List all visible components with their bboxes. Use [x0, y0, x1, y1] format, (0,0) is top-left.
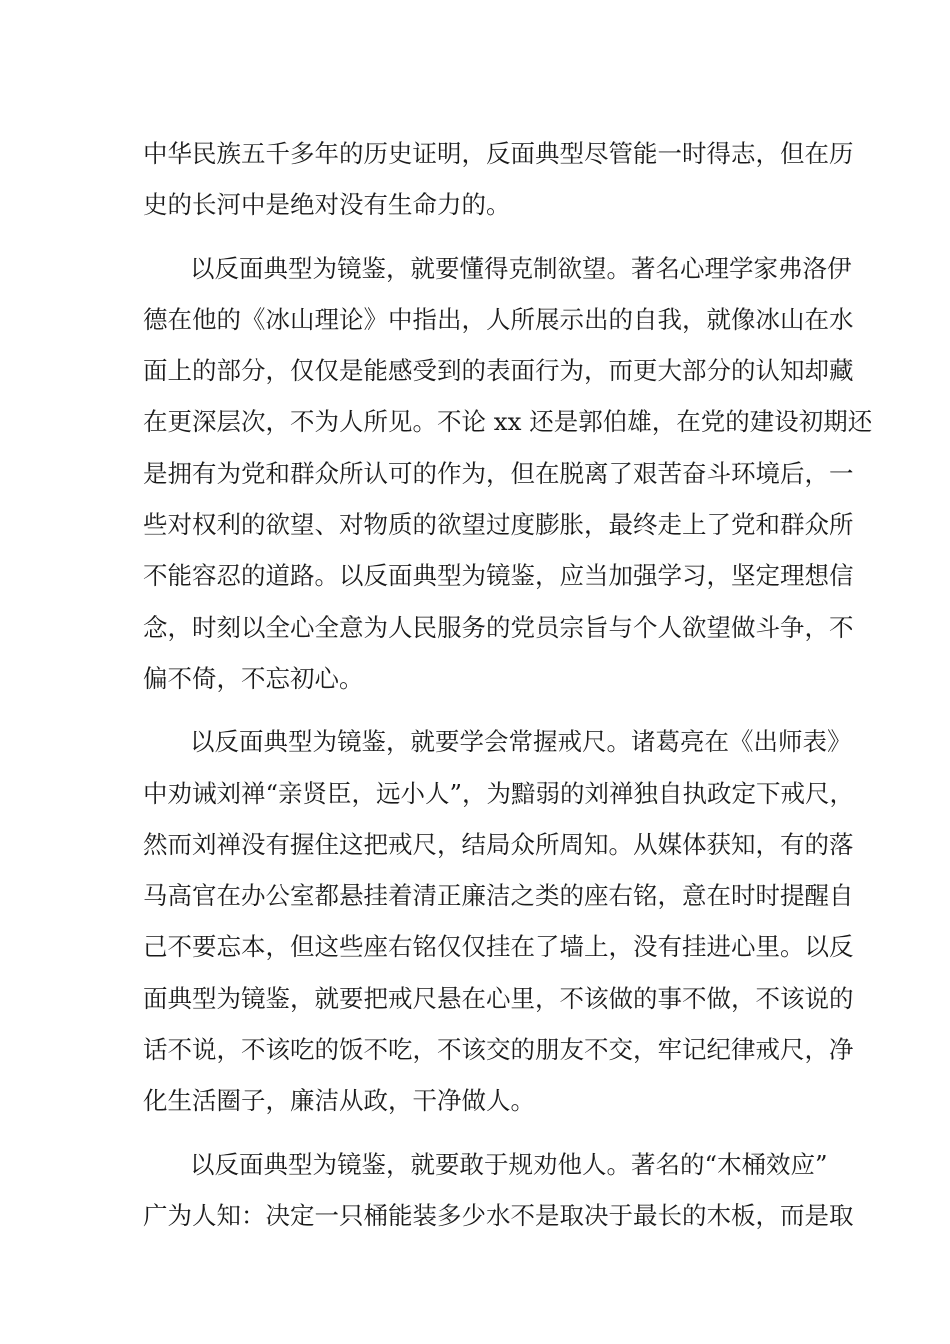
text-line: 在更深层次，不为人所见。不论 xx 还是郭伯雄，在党的建设初期还 — [143, 407, 873, 437]
text-line: 不能容忍的道路。以反面典型为镜鉴，应当加强学习，坚定理想信 — [143, 561, 854, 591]
text-line: 中劝诫刘禅“亲贤臣，远小人”，为黯弱的刘禅独自执政定下戒尺， — [143, 778, 855, 808]
text-line: 偏不倚，不忘初心。 — [143, 663, 364, 693]
text-line: 面上的部分，仅仅是能感受到的表面行为，而更大部分的认知却藏 — [143, 356, 854, 386]
text-line: 中华民族五千多年的历史证明，反面典型尽管能一时得志，但在历 — [143, 139, 854, 168]
text-line: 德在他的《冰山理论》中指出，人所展示出的自我，就像冰山在水 — [143, 304, 854, 334]
text-line: 话不说，不该吃的饭不吃，不该交的朋友不交，牢记纪律戒尺，净 — [143, 1035, 854, 1065]
text-line: 念，时刻以全心全意为人民服务的党员宗旨与个人欲望做斗争，不 — [143, 612, 854, 642]
text-line: 些对权利的欲望、对物质的欲望过度膨胀，最终走上了党和群众所 — [143, 510, 854, 540]
text-line: 然而刘禅没有握住这把戒尺，结局众所周知。从媒体获知，有的落 — [143, 829, 854, 859]
text-line: 以反面典型为镜鉴，就要敢于规劝他人。著名的“木桶效应” — [190, 1149, 828, 1179]
text-line: 史的长河中是绝对没有生命力的。 — [143, 190, 511, 220]
text-line: 广为人知：决定一只桶能装多少水不是取决于最长的木板，而是取 — [143, 1200, 854, 1230]
text-line: 己不要忘本，但这些座右铭仅仅挂在了墙上，没有挂进心里。以反 — [143, 932, 854, 962]
text-line: 马高官在办公室都悬挂着清正廉洁之类的座右铭，意在时时提醒自 — [143, 881, 854, 911]
text-line: 是拥有为党和群众所认可的作为，但在脱离了艰苦奋斗环境后，一 — [143, 458, 854, 488]
document-body — [143, 128, 873, 1241]
text-line: 以反面典型为镜鉴，就要学会常握戒尺。诸葛亮在《出师表》 — [190, 727, 852, 757]
text-line: 化生活圈子，廉洁从政，干净做人。 — [143, 1086, 535, 1116]
text-line: 面典型为镜鉴，就要把戒尺悬在心里，不该做的事不做，不该说的 — [143, 983, 854, 1013]
text-line: 以反面典型为镜鉴，就要懂得克制欲望。著名心理学家弗洛伊 — [190, 253, 852, 283]
